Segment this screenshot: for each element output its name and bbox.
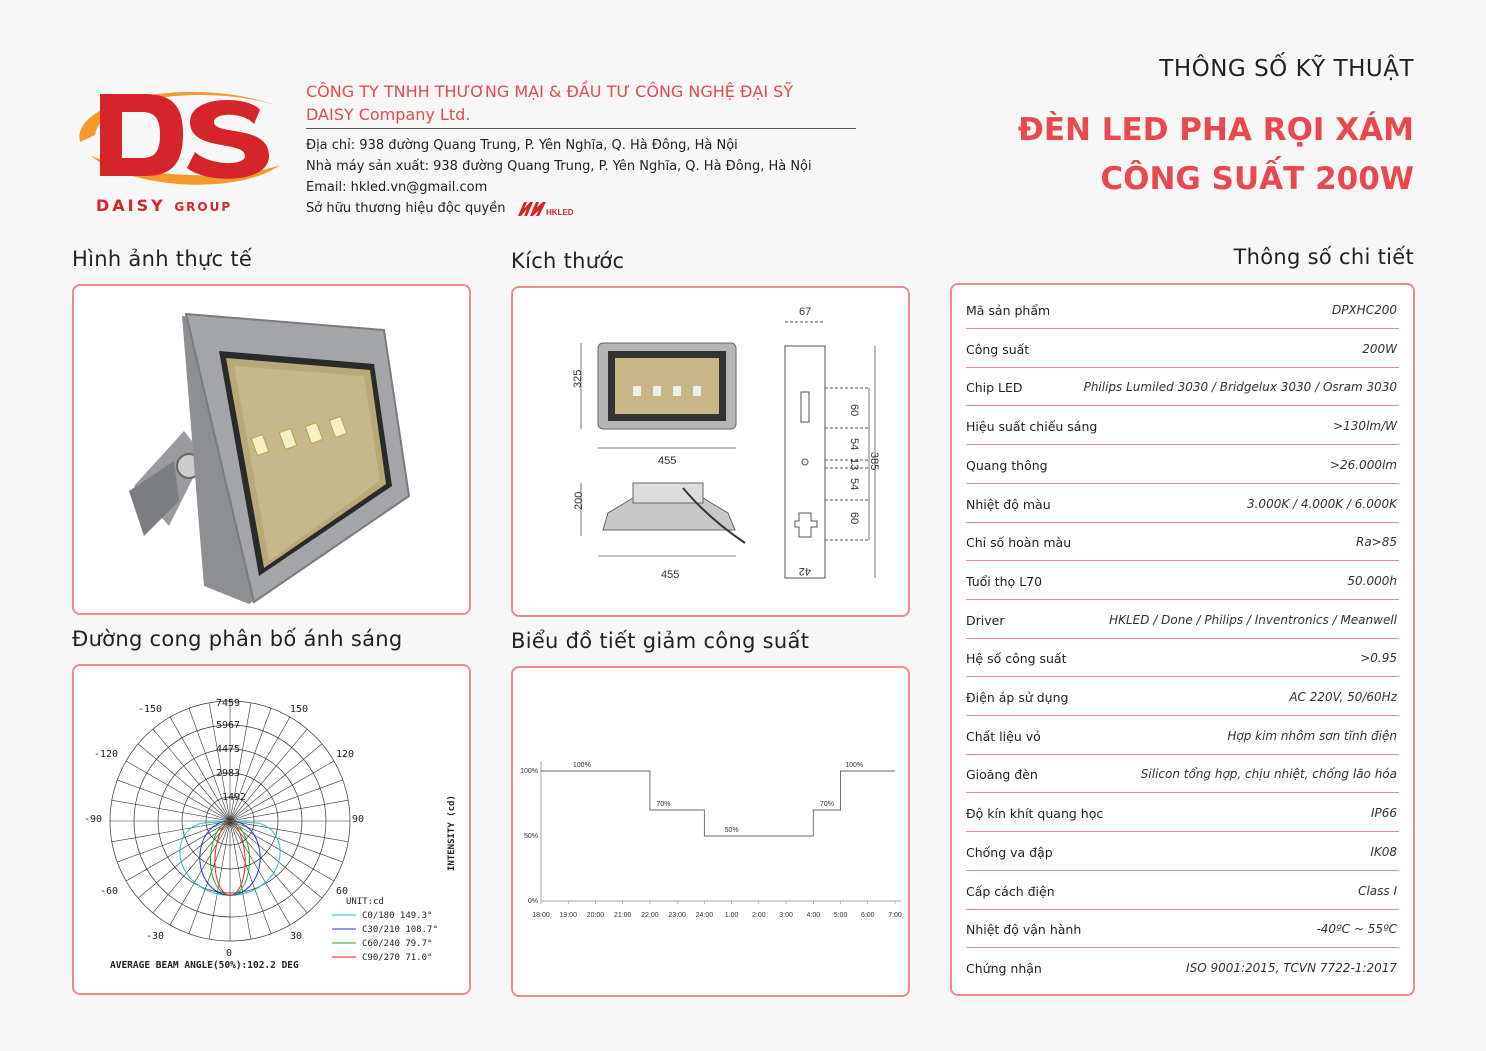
data-label: 70%: [656, 801, 671, 808]
angle-r120: 120: [336, 749, 355, 760]
spec-value: >0.95: [1360, 651, 1397, 666]
spec-row: [966, 677, 1399, 716]
dim-s5: 60: [848, 512, 860, 525]
spec-value: Ra>85: [1355, 535, 1397, 550]
x-tick-label: 24:00: [695, 912, 714, 919]
dimension-drawing: [513, 288, 908, 615]
spec-value: Hợp kim nhôm sơn tĩnh điện: [1227, 728, 1397, 743]
section-dimming-title: Biểu đồ tiết giảm công suất: [511, 629, 810, 653]
legend-c90: C90/270 71.0°: [362, 953, 433, 963]
spec-row: [966, 716, 1399, 755]
spec-value: IK08: [1370, 844, 1397, 859]
spec-label: Chống va đập: [966, 844, 1053, 860]
spec-label: Nhiệt độ màu: [966, 496, 1051, 512]
intensity-4: 2983: [216, 768, 241, 779]
spec-value: ISO 9001:2015, TCVN 7722-1:2017: [1186, 960, 1397, 975]
dim-w-top: 455: [658, 455, 677, 467]
dimming-chart: [513, 668, 908, 995]
x-tick-label: 6:00: [860, 912, 875, 919]
spec-value: 50.000h: [1347, 573, 1397, 588]
spec-label: Độ kín khít quang học: [966, 806, 1104, 822]
spec-row: [966, 445, 1399, 484]
brand-name: DAISY GROUP: [96, 196, 233, 215]
spec-row: [966, 484, 1399, 523]
ds-logo: [70, 80, 282, 200]
x-tick-label: 22:00: [641, 912, 659, 919]
spec-value: -40ºC ~ 55ºC: [1316, 922, 1397, 937]
x-tick-label: 19:00: [559, 912, 577, 919]
spec-value: HKLED / Done / Philips / Inventronics / Meanwell: [1109, 612, 1397, 627]
data-label: 50%: [724, 827, 739, 834]
x-tick-label: 7:00: [888, 912, 902, 919]
legend-c30: C30/210 108.7°: [362, 925, 438, 935]
product-photo-box: [72, 284, 471, 615]
spec-table: [950, 283, 1415, 996]
product-title-line2: CÔNG SUẤT 200W: [1100, 161, 1414, 197]
section-dimensions-title: Kích thước: [511, 249, 625, 273]
spec-row: [966, 754, 1399, 793]
spec-row: [966, 367, 1399, 406]
spec-value: DPXHC200: [1331, 303, 1397, 317]
brand-owner: Sở hữu thương hiệu độc quyền HKLED: [306, 198, 812, 219]
dim-s4: 54: [848, 478, 860, 491]
spec-label: Gioăng đèn: [966, 767, 1038, 783]
company-contact: [306, 135, 812, 219]
divider: [306, 128, 856, 129]
spec-value: Class I: [1358, 883, 1397, 898]
spec-label: Quang thông: [966, 457, 1048, 473]
angle-r30: 30: [290, 931, 303, 942]
section-details-title: Thông số chi tiết: [1233, 245, 1414, 269]
x-tick-label: 23:00: [668, 912, 686, 919]
dim-h-bottom: 200: [573, 491, 585, 510]
legend: [332, 911, 438, 963]
spec-label: Chỉ số hoàn màu: [966, 535, 1072, 551]
spec-row: [966, 600, 1399, 639]
spec-row: [966, 406, 1399, 445]
angle-l90: -90: [84, 814, 103, 825]
section-light-curve-title: Đường cong phân bố ánh sáng: [72, 627, 403, 651]
angle-r60: 60: [336, 886, 349, 897]
spec-label: Cấp cách điện: [966, 883, 1055, 899]
spec-label: Chứng nhận: [966, 960, 1042, 976]
beam-angle: AVERAGE BEAM ANGLE(50%):102.2 DEG: [110, 960, 299, 971]
legend-c0: C0/180 149.3°: [362, 911, 433, 921]
data-label: 100%: [572, 762, 591, 769]
legend-c60: C60/240 79.7°: [362, 939, 433, 949]
dim-h-top: 325: [572, 369, 584, 388]
spec-value: Silicon tổng hợp, chịu nhiệt, chống lão hóa: [1140, 767, 1397, 782]
data-label: 100%: [845, 762, 864, 769]
intensity-1: 7459: [216, 698, 241, 709]
spec-label: Hiệu suất chiếu sáng: [966, 419, 1098, 435]
product-title-line1: ĐÈN LED PHA RỌI XÁM: [1017, 112, 1414, 148]
spec-value: >130lm/W: [1333, 419, 1397, 434]
dim-w-bottom: 455: [661, 569, 680, 581]
spec-row: [966, 871, 1399, 910]
angle-l30: -30: [146, 931, 165, 942]
company-name-en: DAISY Company Ltd.: [306, 105, 471, 124]
dimming-chart-box: [511, 666, 910, 997]
spec-row: [966, 329, 1399, 368]
x-tick-label: 20:00: [586, 912, 605, 919]
address: Địa chỉ: 938 đường Quang Trung, P. Yên Nghĩa, Q. Hà Đông, Hà Nội: [306, 138, 738, 153]
angle-l120: -120: [94, 749, 119, 760]
dim-side-bottom: 42: [798, 565, 811, 577]
x-tick-label: 18:00: [532, 912, 550, 919]
dim-s3: 13: [848, 458, 860, 471]
spec-value: >26.000lm: [1329, 457, 1397, 472]
polar-diagram: [74, 666, 469, 993]
spec-value: 3.000K / 4.000K / 6.000K: [1246, 496, 1397, 511]
intensity-2: 5967: [216, 720, 241, 731]
spec-label: Tuổi thọ L70: [966, 573, 1043, 589]
company-name-vn: CÔNG TY TNHH THƯƠNG MẠI & ĐẦU TƯ CÔNG NGHỆ ĐẠI SỸ: [306, 82, 794, 101]
svg-text:HKLED: HKLED: [545, 207, 574, 217]
x-tick-label: 21:00: [613, 912, 632, 919]
spec-row: [966, 793, 1399, 832]
spec-row: [966, 522, 1399, 561]
dimming-series-line: [541, 771, 895, 836]
spec-value: Philips Lumiled 3030 / Bridgelux 3030 / Osram 3030: [1083, 380, 1397, 395]
intensity-5: 1492: [222, 792, 247, 803]
factory-address: Nhà máy sản xuất: 938 đường Quang Trung, P. Yên Nghĩa, Q. Hà Đông, Hà Nội: [306, 159, 812, 174]
product-title: [1018, 106, 1414, 204]
spec-label: Driver: [966, 612, 1005, 628]
spec-value: IP66: [1370, 806, 1397, 821]
dimensions-box: [511, 286, 910, 617]
data-label: 70%: [819, 801, 834, 808]
spec-value: AC 220V, 50/60Hz: [1289, 690, 1397, 704]
spec-row: [966, 561, 1399, 600]
y-tick-label: 0%: [527, 898, 538, 905]
hkled-logo: [516, 200, 576, 218]
spec-row: [966, 832, 1399, 871]
spec-label: Nhiệt độ vận hành: [966, 922, 1082, 938]
y-tick-label: 50%: [523, 833, 538, 840]
spec-label: Điện áp sử dụng: [966, 690, 1069, 705]
company-info: [306, 80, 793, 126]
dim-s2: 54: [848, 438, 860, 451]
spec-row: [966, 290, 1399, 329]
angle-r150: 150: [290, 704, 309, 715]
intensity-3: 4475: [216, 744, 241, 755]
light-curve-box: [72, 664, 471, 995]
angle-zero: 0: [226, 948, 233, 959]
x-tick-label: 3:00: [779, 912, 793, 919]
floodlight-image: [74, 286, 469, 613]
dim-side-total: 385: [868, 452, 880, 471]
spec-label: Mã sản phẩm: [966, 303, 1051, 318]
spec-label: Hệ số công suất: [966, 651, 1067, 667]
x-tick-label: 5:00: [833, 912, 848, 919]
angle-l150: -150: [138, 704, 163, 715]
angle-r90: 90: [352, 814, 365, 825]
email: Email: hkled.vn@gmail.com: [306, 180, 488, 195]
unit-label: UNIT:cd: [346, 897, 384, 907]
x-tick-label: 2:00: [752, 912, 766, 919]
x-tick-label: 4:00: [806, 912, 821, 919]
spec-row: [966, 948, 1399, 987]
intensity-axis-label: INTENSITY (cd): [447, 795, 457, 871]
angle-l60: -60: [100, 886, 119, 897]
spec-label: Chất liệu vỏ: [966, 728, 1041, 744]
dim-side-top: 67: [799, 306, 812, 318]
spec-value: 200W: [1362, 341, 1397, 356]
spec-label: Chip LED: [966, 380, 1023, 396]
y-tick-label: 100%: [520, 768, 538, 775]
x-tick-label: 1:00: [724, 912, 739, 919]
spec-row: [966, 909, 1399, 948]
spec-title: THÔNG SỐ KỸ THUẬT: [1159, 56, 1414, 82]
section-photo-title: Hình ảnh thực tế: [72, 247, 253, 271]
spec-label: Công suất: [966, 341, 1030, 357]
dim-s1: 60: [848, 404, 860, 417]
spec-row: [966, 638, 1399, 677]
